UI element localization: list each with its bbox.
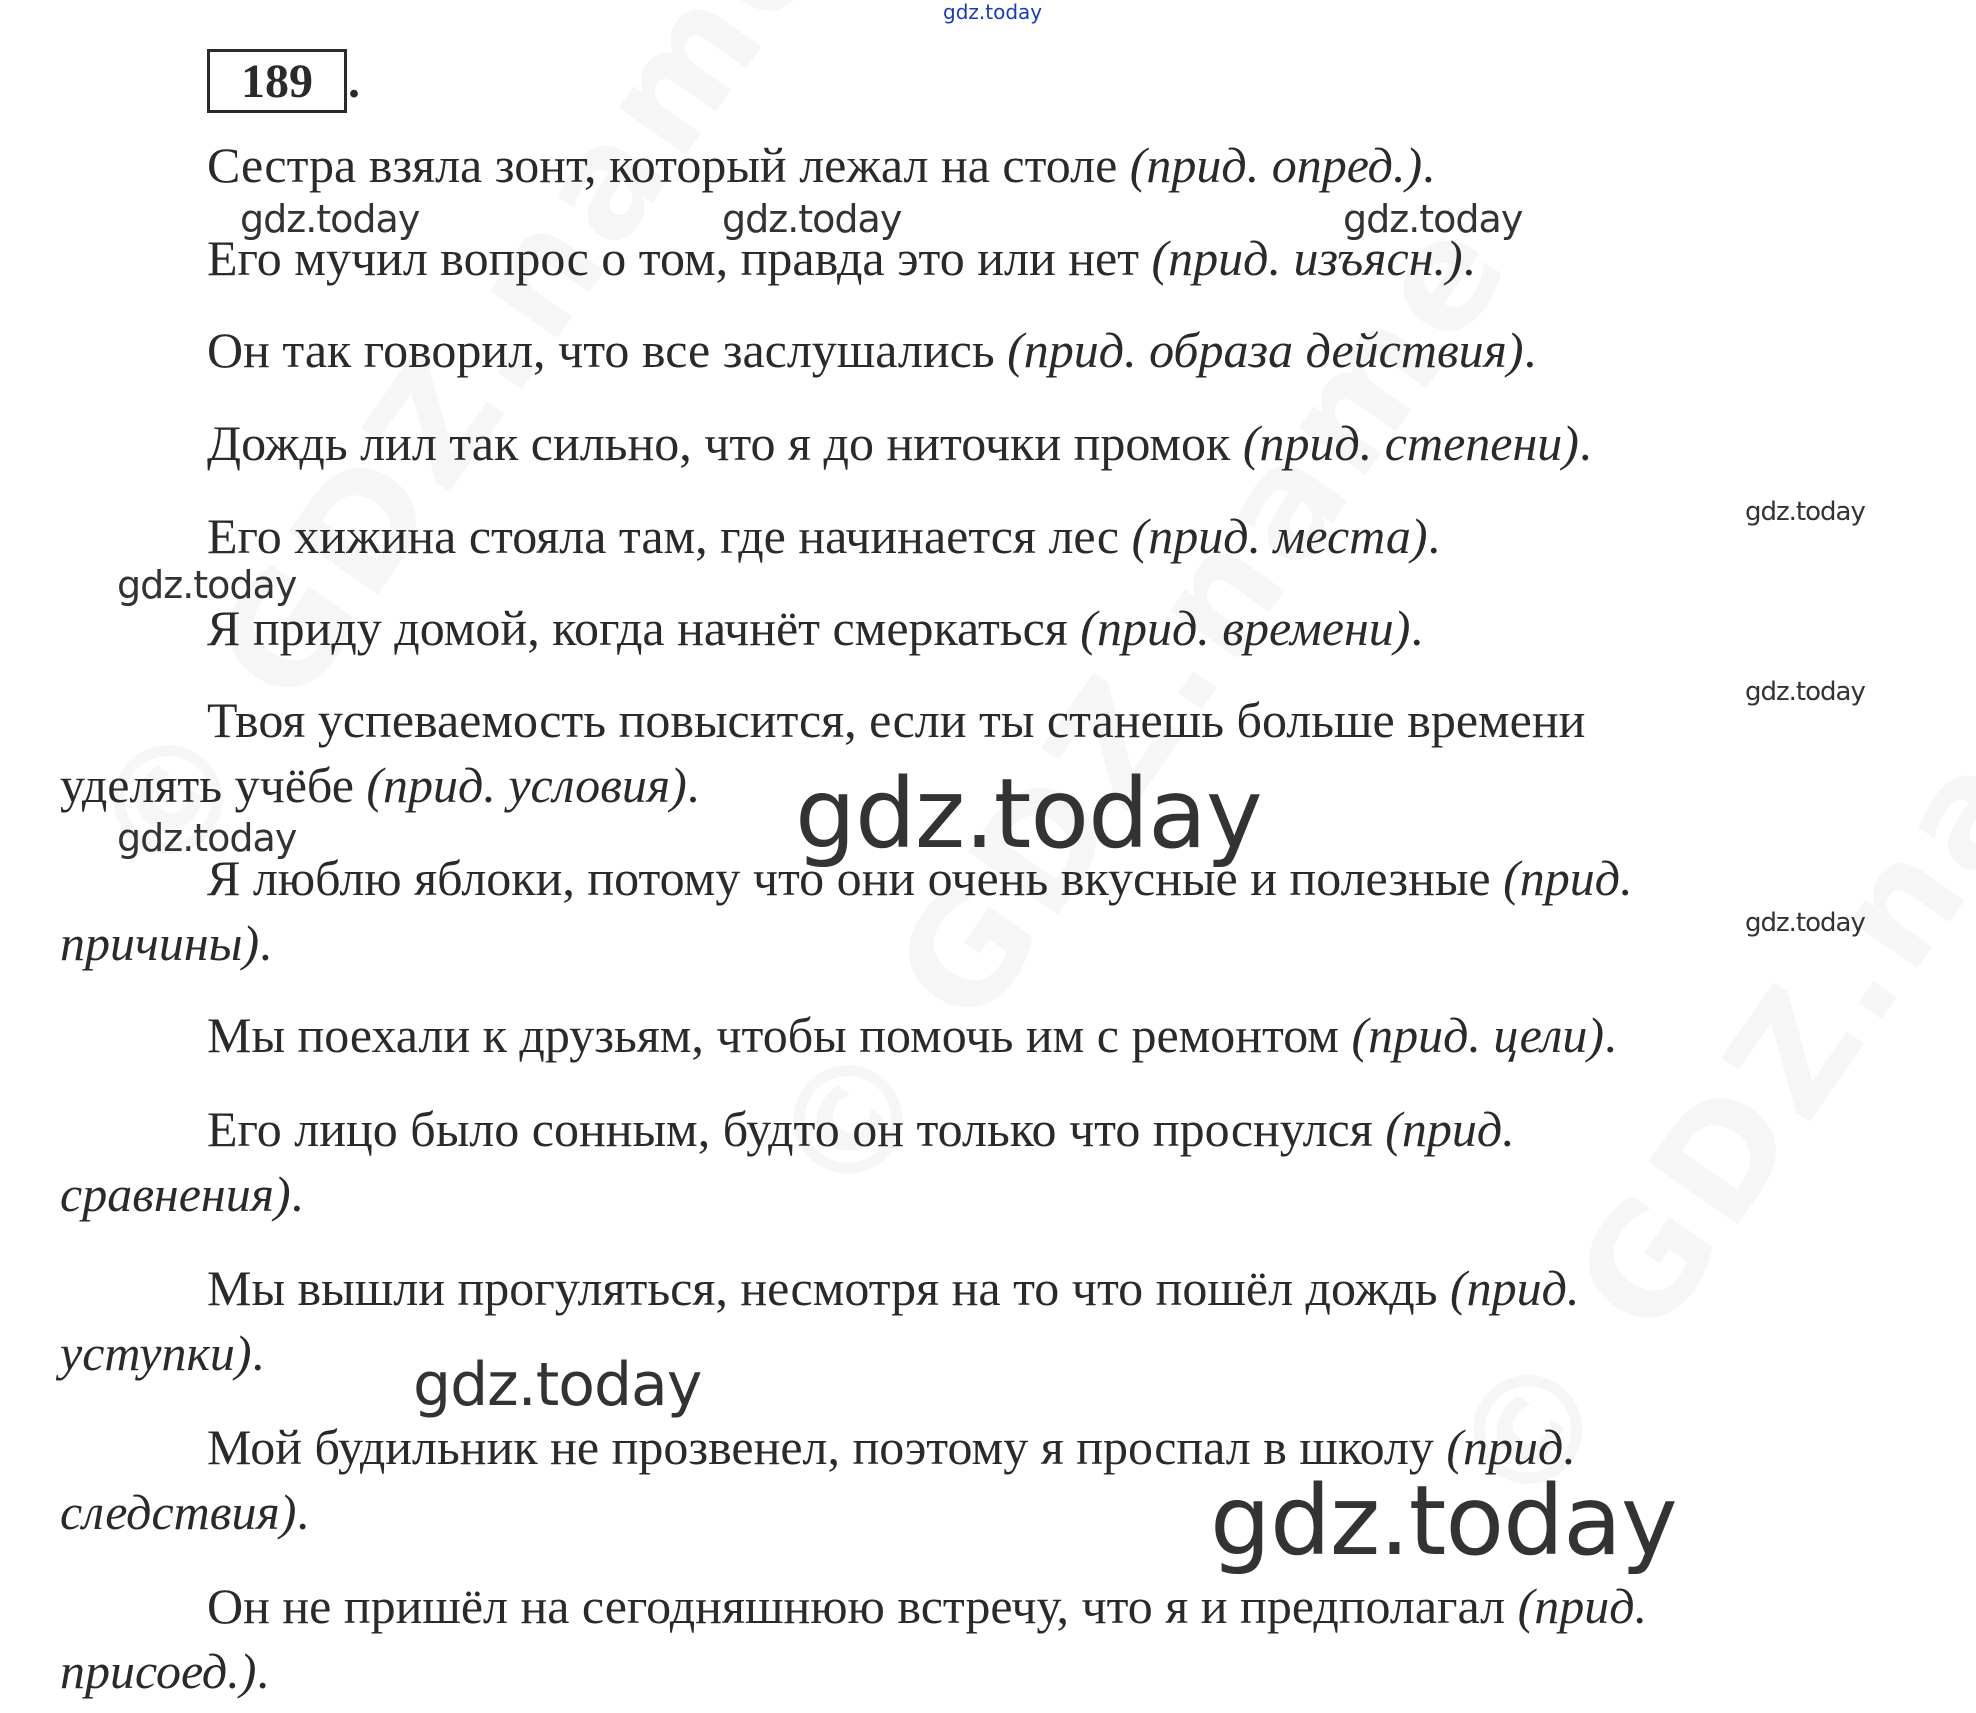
watermark: gdz.today — [117, 563, 297, 607]
watermark: gdz.today — [1745, 497, 1865, 527]
sentence-end: . — [296, 1484, 309, 1540]
sentence-12-line-2 — [60, 1482, 309, 1542]
clause-note: уступки) — [60, 1325, 252, 1381]
watermark: gdz.today — [413, 1350, 702, 1420]
sentence-text: Его лицо было сонным, будто он только что проснулся — [207, 1101, 1386, 1157]
sentence-text: Сестра взяла зонт, который лежал на столе — [207, 137, 1130, 193]
clause-note: (прид. — [1446, 1419, 1576, 1475]
clause-note: (прид. — [1517, 1578, 1648, 1634]
sentence-end: . — [1422, 137, 1435, 193]
watermark: gdz.today — [795, 758, 1262, 870]
clause-note: сравнения) — [60, 1166, 291, 1222]
sentence-text: Мой будильник не прозвенел, поэтому я проспал в школу — [207, 1419, 1447, 1475]
sentence-end: . — [1523, 322, 1537, 378]
sentence-end: . — [251, 1325, 264, 1381]
sentence-11-line-2 — [60, 1323, 264, 1383]
watermark: gdz.today — [1343, 197, 1523, 241]
sentence-end: . — [1604, 1007, 1617, 1063]
sentence-9 — [207, 1005, 1617, 1065]
watermark: gdz.today — [1210, 1465, 1677, 1577]
watermark: gdz.today — [943, 0, 1043, 24]
sentence-7-line-2 — [60, 755, 699, 815]
watermark: gdz.today — [117, 816, 297, 860]
clause-note: присоед.) — [60, 1643, 257, 1699]
sentence-end: . — [1410, 600, 1423, 656]
clause-note: причины) — [60, 915, 260, 971]
clause-note: (прид. изъясн.) — [1151, 230, 1463, 286]
sentence-10-line-2 — [60, 1164, 303, 1224]
clause-note: (прид. места) — [1131, 508, 1428, 564]
sentence-end: . — [290, 1166, 304, 1222]
sentence-text: Его мучил вопрос о том, правда это или нет — [207, 230, 1152, 286]
sentence-end: . — [1462, 230, 1476, 286]
watermark: gdz.today — [1745, 908, 1865, 938]
sentence-3 — [207, 320, 1536, 380]
sentence-text: Он так говорил, что все заслушались — [207, 322, 1008, 378]
clause-note: (прид. степени) — [1242, 415, 1579, 471]
sentence-text: Его хижина стояла там, где начинается лес — [207, 508, 1132, 564]
watermark: gdz.today — [240, 197, 420, 241]
clause-note: (прид. — [1450, 1260, 1580, 1316]
sentence-text: Мы вышли прогуляться, несмотря на то что пошёл дождь — [207, 1260, 1451, 1316]
sentence-4 — [207, 413, 1591, 473]
clause-note: (прид. — [1385, 1101, 1515, 1157]
sentence-text: Мы поехали к друзьям, чтобы помочь им с ремонтом — [207, 1007, 1352, 1063]
clause-note: (прид. — [1503, 850, 1633, 906]
sentence-7-line-1 — [207, 690, 1585, 750]
clause-note: следствия) — [60, 1484, 297, 1540]
clause-note: (прид. времени) — [1080, 600, 1411, 656]
sentence-13-line-1 — [207, 1576, 1647, 1636]
clause-note: (прид. цели) — [1351, 1007, 1605, 1063]
sentence-end: . — [686, 757, 700, 813]
sentence-text: Я приду домой, когда начнёт смеркаться — [207, 600, 1081, 656]
sentence-text: Я люблю яблоки, потому что они очень вкусные и полезные — [207, 850, 1504, 906]
sentence-end: . — [1578, 415, 1592, 471]
sentence-end: . — [259, 915, 272, 971]
watermark: gdz.today — [1745, 677, 1865, 707]
exercise-number: 189 — [207, 49, 347, 113]
clause-note: (прид. условия) — [366, 757, 687, 813]
sentence-text: Дождь лил так сильно, что я до ниточки промок — [207, 415, 1243, 471]
clause-note: (прид. опред.) — [1129, 137, 1423, 193]
sentence-end: . — [1427, 508, 1441, 564]
watermark: gdz.today — [722, 197, 902, 241]
clause-note: (прид. образа действия) — [1007, 322, 1524, 378]
sentence-5 — [207, 506, 1440, 566]
sentence-text: Твоя успеваемость повысится, если ты станешь больше времени — [207, 692, 1586, 748]
sentence-end: . — [256, 1643, 269, 1699]
sentence-10-line-1 — [207, 1099, 1515, 1159]
exercise-number-dot: . — [348, 55, 360, 108]
sentence-text: Он не пришёл на сегодняшнюю встречу, что я и предполагал — [207, 1578, 1518, 1634]
sentence-8-line-2 — [60, 913, 272, 973]
sentence-13-line-2 — [60, 1641, 269, 1701]
sentence-text: уделять учёбе — [60, 757, 367, 813]
sentence-1 — [207, 135, 1435, 195]
sentence-6 — [207, 598, 1423, 658]
sentence-11-line-1 — [207, 1258, 1579, 1318]
